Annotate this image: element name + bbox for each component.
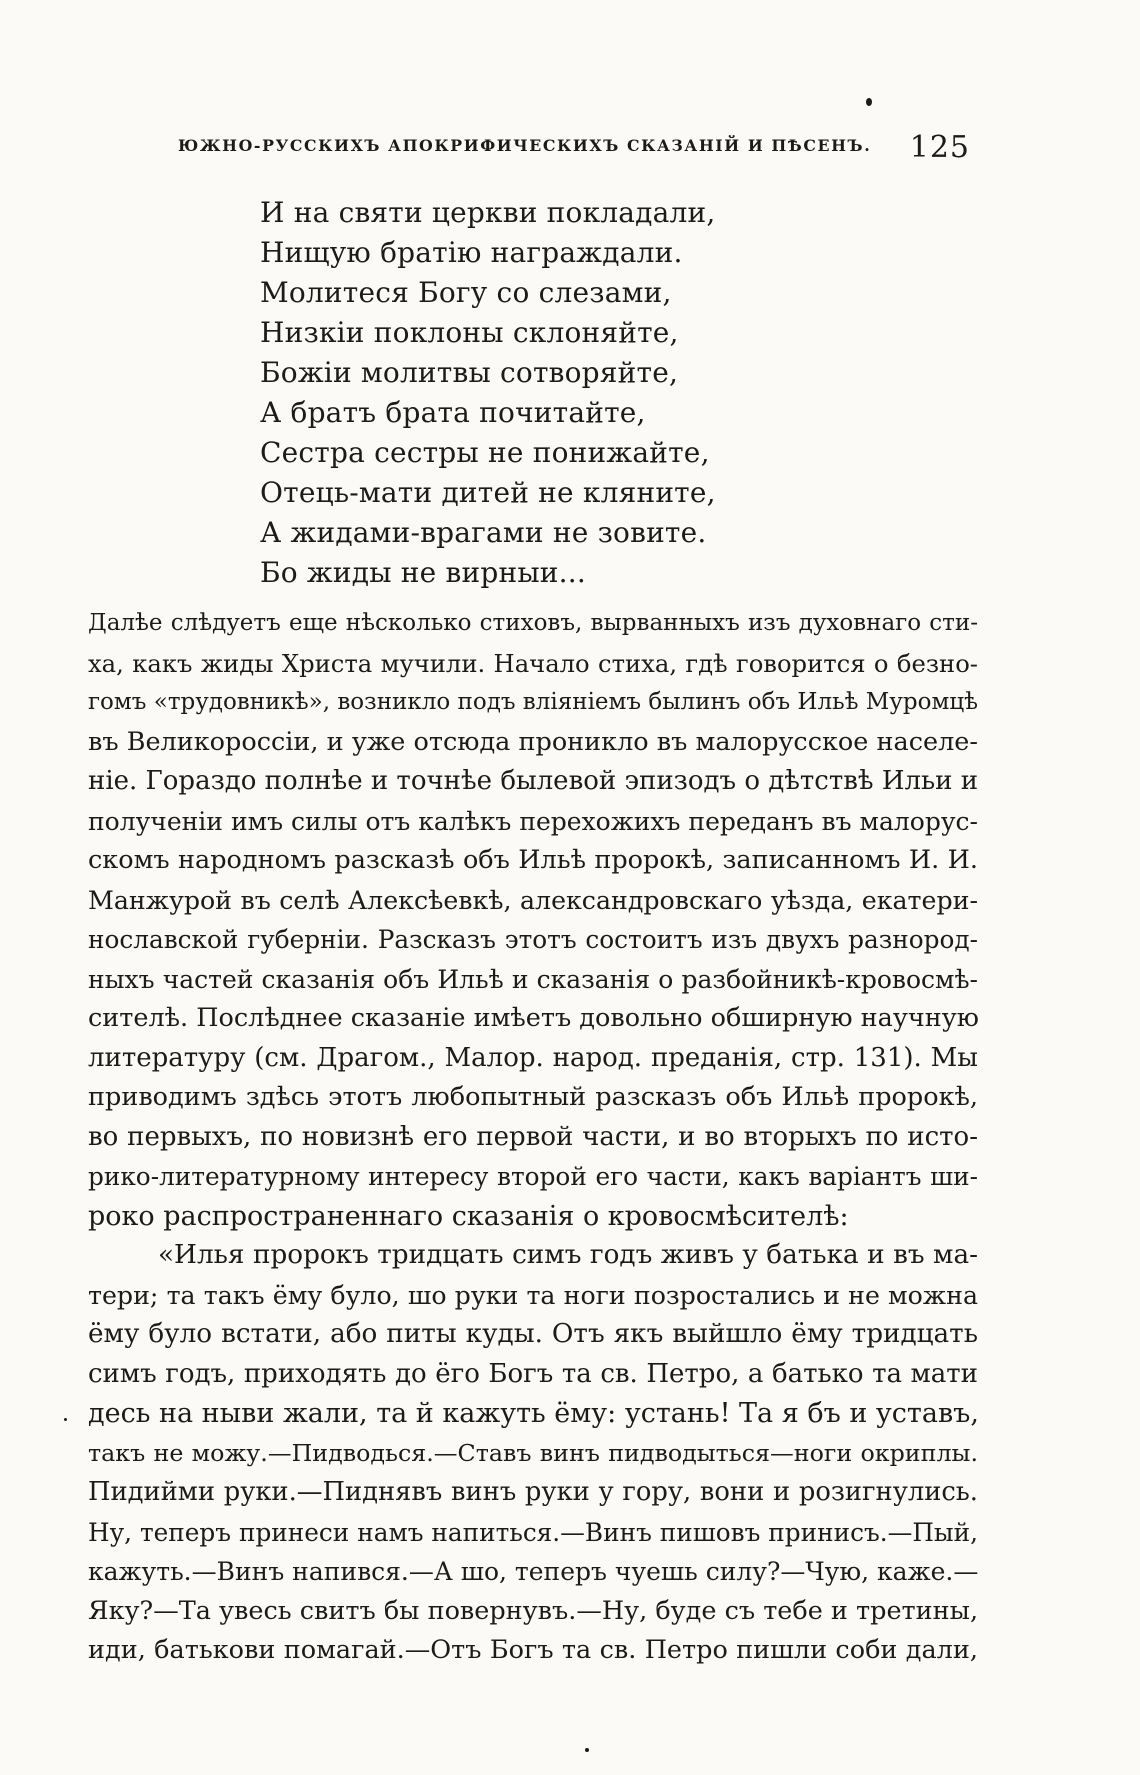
text-line: Пидийми руки.—Пиднявъ винъ руки у гору, вони и розигнулись.	[88, 1477, 978, 1507]
verse-line: Отець-мати дитей не кляните,	[260, 476, 716, 509]
verse-line: А жидами-врагами не зовите.	[260, 516, 707, 549]
body-text	[88, 604, 978, 1671]
verse-line: И на святи церкви покладали,	[260, 196, 716, 229]
text-line: нославской губерніи. Разсказъ этотъ состоитъ изъ двухъ разнород-	[88, 925, 978, 954]
text-line: иди, батькови помагай.—Отъ Богъ та св. Петро пишли соби дали,	[88, 1635, 978, 1665]
verse-line: Бо жиды не вирныи...	[260, 556, 586, 589]
text-line: сителѣ. Послѣднее сказаніе имѣетъ довольно обширную научную	[88, 1003, 979, 1033]
text-line: десь на ныви жали, та й кажуть ёму: устань! Та я бъ и уставъ,	[88, 1398, 979, 1429]
text-line: Манжурой въ селѣ Алексѣевкѣ, александровскаго уѣзда, екатери-	[88, 885, 978, 915]
text-line: приводимъ здѣсь этотъ любопытный разсказъ объ Ильѣ пророкѣ,	[88, 1082, 978, 1112]
text-line: ніе. Гораздо полнѣе и точнѣе былевой эпизодъ о дѣтствѣ Ильи и	[88, 766, 979, 796]
running-title: ЮЖНО-РУССКИХЪ АПОКРИФИЧЕСКИХЪ СКАЗАНІЙ И ПѢСЕНЪ.	[178, 136, 872, 155]
page-number: 125	[909, 130, 970, 165]
text-line: ха, какъ жиды Христа мучили. Начало стиха, гдѣ говорится о безно-	[88, 648, 978, 678]
verse-block	[260, 193, 880, 593]
text-line: рико-литературному интересу второй его части, какъ варіантъ ши-	[88, 1162, 978, 1191]
text-line: во первыхъ, по новизнѣ его первой части, и во вторыхъ по исто-	[88, 1121, 978, 1152]
verse-line: Нищую братію награждали.	[260, 236, 683, 269]
verse-line: Сестра сестры не понижайте,	[260, 436, 710, 469]
text-line: симъ годъ, приходять до ёго Богъ та св. Петро, а батько та мати	[88, 1358, 978, 1389]
text-line: литературу (см. Драгом., Малор. народ. преданія, стр. 131). Мы	[88, 1042, 978, 1073]
text-line: скомъ народномъ разсказѣ объ Ильѣ пророкѣ, записанномъ И. И.	[88, 845, 978, 875]
text-line: полученіи имъ силы отъ калѣкъ перехожихъ переданъ въ малорус-	[88, 806, 978, 836]
text-line: въ Великороссіи, и уже отсюда проникло въ малорусское населе-	[88, 726, 978, 757]
text-line: роко распространеннаго сказанія о кровосмѣсителѣ:	[88, 1200, 849, 1232]
verse-line: А братъ брата почитайте,	[260, 396, 646, 429]
text-line: Яку?—Та увесь свитъ бы повернувъ.—Ну, буде съ тебе и третины,	[88, 1595, 979, 1626]
text-line: «Илья пророкъ тридцать симъ годъ живъ у батька и въ ма-	[158, 1240, 978, 1270]
verse-line: Божіи молитвы сотворяйте,	[260, 356, 679, 389]
verse-line: Низкіи поклоны склоняйте,	[260, 316, 679, 349]
text-line: ныхъ частей сказанія объ Ильѣ и сказанія о разбойникѣ-кровосмѣ-	[88, 964, 978, 994]
ink-speck	[866, 98, 872, 106]
text-line: Далѣе слѣдуетъ еще нѣсколько стиховъ, вырванныхъ изъ духовнаго сти-	[88, 610, 978, 636]
text-line: кажуть.—Винъ напився.—А шо, теперъ чуешь силу?—Чую, каже.—	[88, 1557, 979, 1586]
verse-line: Молитеся Богу со слезами,	[260, 276, 672, 309]
ink-speck	[64, 1418, 67, 1421]
text-line: ёму було встати, або питы куды. Отъ якъ выйшло ёму тридцать	[88, 1319, 978, 1349]
page-header	[168, 130, 970, 170]
ink-speck	[585, 1748, 589, 1752]
text-line: такъ не можу.—Пидводься.—Ставъ винъ пидводыться—ноги окриплы.	[88, 1438, 978, 1467]
text-line: гомъ «трудовникѣ», возникло подъ вліяніемъ былинъ объ Ильѣ Муромцѣ	[88, 689, 978, 715]
text-line: Ну, теперъ принеси намъ напиться.—Винъ пишовъ принисъ.—Пый,	[88, 1517, 978, 1547]
text-line: тери; та такъ ёму було, шо руки та ноги позросталиcь и не можна	[88, 1280, 978, 1310]
